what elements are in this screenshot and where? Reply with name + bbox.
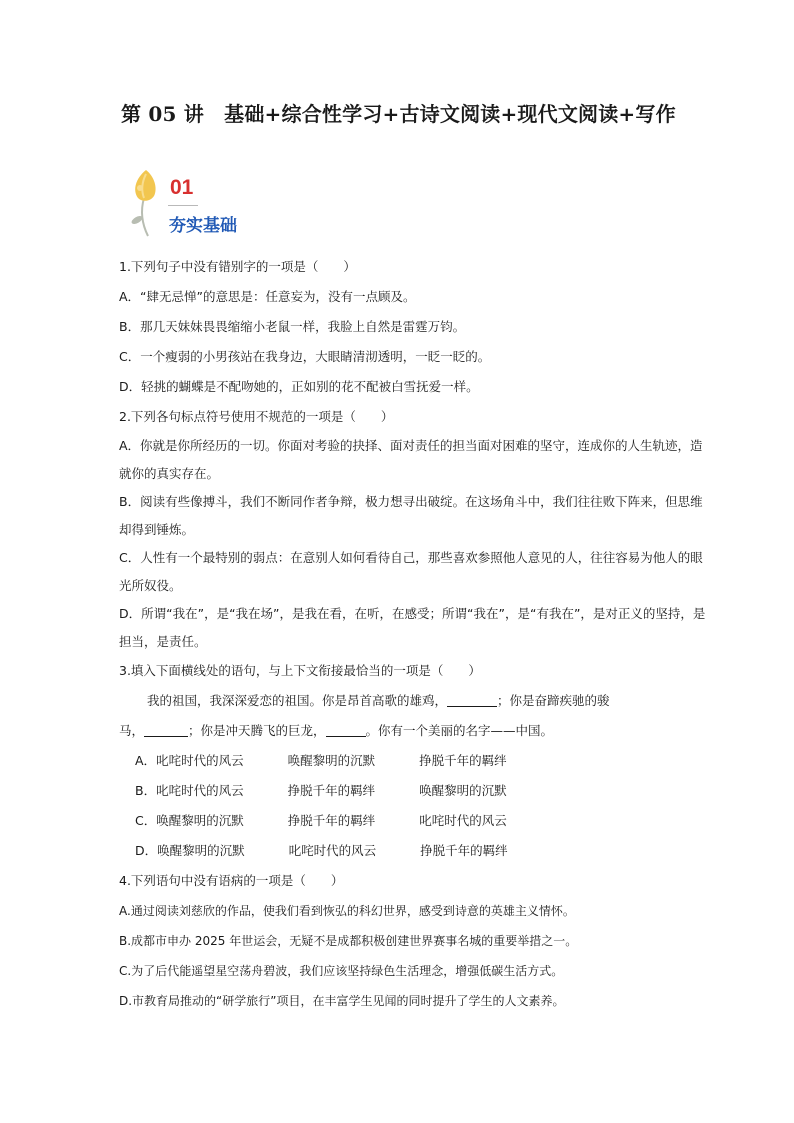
q1-option-c: C．一个瘦弱的小男孩站在我身边，大眼睛清沏透明，一眨一眨的。 (119, 349, 491, 364)
q4-option-a: A.通过阅读刘慈欣的作品，使我们看到恢弘的科幻世界，感受到诗意的英雄主义情怀。 (119, 904, 575, 918)
q3-passage-text: ；你是冲天腾飞的巨龙， (188, 723, 326, 738)
option-phrase: 挣脱千年的羁绊 (420, 843, 508, 858)
q3-stem: 3.填入下面横线处的语句，与上下文衔接最恰当的一项是（ ） (119, 663, 481, 678)
fill-blank (144, 722, 188, 737)
q2-option-a: A．你就是你所经历的一切。你面对考验的抉择、面对责任的担当面对困难的坚守，连成你的人生轨迹，造就你的真实存在。 (119, 438, 703, 481)
option-phrase: 唤醒黎明的沉默 (419, 783, 507, 798)
q3-passage-text: 马， (119, 723, 145, 738)
q3-option-b (119, 776, 709, 806)
q4-option-d: D.市教育局推动的“研学旅行”项目，在丰富学生见闻的同时提升了学生的人文素养。 (119, 994, 565, 1008)
option-phrase: 挣脱千年的羁绊 (419, 753, 507, 768)
q2-option-d: D．所谓“我在”，是“我在场”，是我在看，在听，在感受；所谓“我在”，是“有我在”，是对正义的坚持，是担当，是责任。 (119, 606, 706, 649)
fill-blank (447, 692, 497, 707)
q3-passage-line-2 (119, 716, 709, 746)
q3-passage-line-1 (119, 686, 709, 716)
q4-option-c: C.为了后代能遥望星空荡舟碧波，我们应该坚持绿色生活理念，增强低碳生活方式。 (119, 964, 564, 978)
q3-option-a (119, 746, 709, 776)
q2-option-c: C．人性有一个最特别的弱点：在意别人如何看待自己，那些喜欢参照他人意见的人，往往容易为他人的眼光所奴役。 (119, 550, 703, 593)
q3-option-c (119, 806, 709, 836)
flower-icon (128, 168, 164, 238)
option-phrase: 叱咤时代的风云 (419, 813, 507, 828)
q3-option-d (119, 836, 709, 866)
question-content (119, 252, 709, 1016)
q4-stem: 4.下列语句中没有语病的一项是（ ） (119, 873, 344, 888)
option-phrase: 叱咤时代的风云 (288, 843, 377, 858)
page-title: 第 05 讲 基础+综合性学习+古诗文阅读+现代文阅读+写作 (121, 102, 676, 126)
section-number: 01 (170, 176, 194, 199)
option-label: D． (135, 843, 158, 858)
q2-stem: 2.下列各句标点符号使用不规范的一项是（ ） (119, 409, 394, 424)
q1-option-d: D．轻挑的蝴蝶是不配吻她的，正如别的花不配被白雪抚爱一样。 (119, 379, 479, 394)
q1-option-b: B．那几天妹妹畏畏缩缩小老鼠一样，我脸上自然是雷霆万钧。 (119, 319, 466, 334)
option-phrase: 挣脱千年的羁绊 (287, 783, 376, 798)
section-title: 夯实基础 (169, 216, 237, 236)
option-phrase: 唤醒黎明的沉默 (156, 813, 244, 828)
option-phrase: 唤醒黎明的沉默 (157, 843, 245, 858)
q2-option-b: B．阅读有些像搏斗，我们不断同作者争辩，极力想寻出破绽。在这场角斗中，我们往往败下阵来，但思维却得到锤炼。 (119, 494, 703, 537)
q3-passage-text: ；你是奋蹄疾驰的骏 (497, 693, 610, 708)
q1-stem: 1.下列句子中没有错别字的一项是（ ） (119, 259, 356, 274)
q3-passage-text: 我的祖国，我深深爱恋的祖国。你是昂首高歌的雄鸡， (147, 693, 448, 708)
section-divider (168, 205, 198, 206)
q1-option-a: A．“肆无忌惮”的意思是：任意妄为，没有一点顾及。 (119, 289, 416, 304)
option-label: C． (135, 813, 157, 828)
option-phrase: 叱咤时代的风云 (156, 783, 244, 798)
q4-option-b: B.成都市申办 2025 年世运会，无疑不是成都积极创建世界赛事名城的重要举措之一。 (119, 934, 578, 948)
option-phrase: 叱咤时代的风云 (156, 753, 244, 768)
q3-passage-text: 。你有一个美丽的名字——中国。 (365, 723, 554, 738)
option-label: A． (135, 753, 157, 768)
option-phrase: 挣脱千年的羁绊 (287, 813, 376, 828)
option-phrase: 唤醒黎明的沉默 (287, 753, 376, 768)
fill-blank (326, 722, 366, 737)
option-label: B． (135, 783, 157, 798)
